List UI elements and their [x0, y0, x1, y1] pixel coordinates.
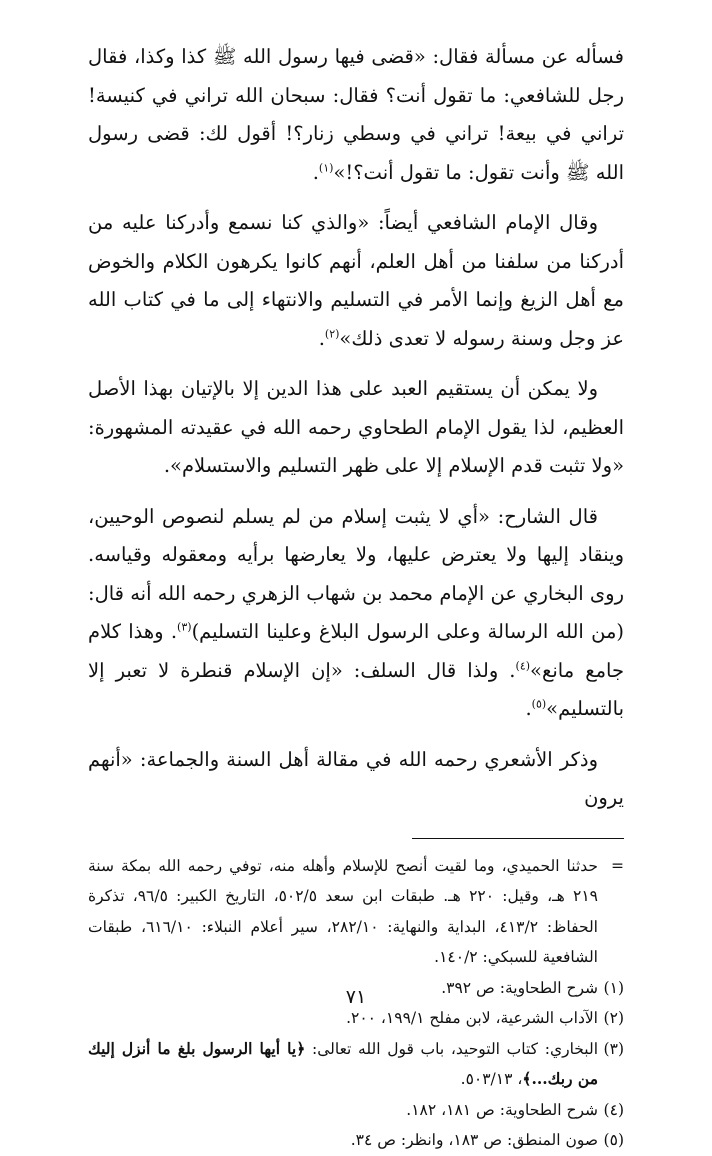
- footnote-mark: =: [611, 856, 624, 875]
- page-number: ٧١: [345, 986, 367, 1008]
- footnote-text: شرح الطحاوية: ص ١٨١، ١٨٢.: [406, 1100, 598, 1119]
- footnote-mark: (٤): [603, 1100, 624, 1119]
- footnote-ref-3[interactable]: (٣): [177, 620, 192, 634]
- paragraph-4: قال الشارح: «أي لا يثبت إسلام من لم يسلم لنصوص الوحيين، وينقاد إليها ولا يعترض عليها، ولا يعارضها برأيه ومعقوله وقياسه. روى البخاري عن الإمام محمد بن شهاب الزهري رحمه الله أنه قال: (من الله الرسالة وعلى الرسول البلاغ وعلينا التسليم)$^{(٣)}$. وهذا كلام جامع مانع»$^{(٤)}$. ولذا قال السلف: «إن الإسلام قنطرة لا تعبر إلا بالتسليم»$^{(٥)}$.: [88, 504, 625, 720]
- footnote-text: حدثنا الحميدي، وما لقيت أنصح للإسلام وأهله منه، توفي رحمه الله بمكة سنة ٢١٩ هـ، وقيل: ٢٢٠ هـ. طبقات ابن سعد ٥٠٢/٥، التاريخ الكبير: ٩٦/٥، تذكرة الحفاظ: ٤١٣/٢، البداية والنهاية: ٢٨٢/١٠، سير أعلام النبلاء: ٦١٦/١٠، طبقات الشافعية للسبكي: ١٤٠/٢.: [88, 856, 598, 966]
- footnote-text: الآداب الشرعية، لابن مفلح ١٩٩/١، ٢٠٠.: [346, 1009, 598, 1027]
- footnote-continuation: [88, 851, 624, 973]
- footnote-ref-4[interactable]: (٤): [515, 659, 531, 672]
- footnote-ref-1[interactable]: (١): [318, 161, 334, 174]
- paragraph-3: ولا يمكن أن يستقيم العبد على هذا الدين إلا بالإتيان بهذا الأصل العظيم، لذا يقول الإمام الطحاوي رحمه الله في عقيدته المشهورة: «ولا تثبت قدم الإسلام إلا على ظهر التسليم والاستسلام».: [88, 377, 624, 477]
- footnote-5: [88, 1125, 624, 1156]
- paragraph-5: وذكر الأشعري رحمه الله في مقالة أهل السنة والجماعة: «أنهم يرون: [88, 747, 624, 809]
- main-text: [88, 38, 624, 818]
- footnote-mark: (١): [603, 978, 624, 997]
- paragraph-2: وقال الإمام الشافعي أيضاً: «والذي كنا نسمع وأدركنا عليه من أدركنا من سلفنا من أهل العلم، أنهم كانوا يكرهون الكلام والخوض مع أهل الزيغ وإنما الأمر في التسليم والانتهاء إلى ما في كتاب الله عز وجل وسنة رسوله لا تعدى ذلك»$^{(٢)}$.: [88, 211, 624, 350]
- footnote-4: [88, 1095, 624, 1126]
- footnote-text: البخاري: كتاب التوحيد، باب قول الله تعالى: ﴿يا أيها الرسول بلغ ما أنزل إليك من ربك...﴾، ٥٠٣/١٣.: [88, 1038, 598, 1088]
- quran-quote: ﴿يا أيها الرسول بلغ ما أنزل إليك من ربك...﴾: [88, 1038, 598, 1088]
- footnote-ref-5[interactable]: (٥): [531, 697, 547, 711]
- footnote-ref-2[interactable]: (٢): [324, 327, 340, 340]
- footnote-mark: (٣): [603, 1039, 624, 1058]
- footnote-text: صون المنطق: ص ١٨٣، وانظر: ص ٣٤.: [350, 1131, 598, 1149]
- footnote-mark: (٥): [603, 1131, 624, 1149]
- footnote-text: شرح الطحاوية: ص ٣٩٢.: [441, 978, 598, 997]
- footnote-3: [88, 1034, 624, 1095]
- paragraph-1: فسأله عن مسألة فقال: «قضى فيها رسول الله ﷺ كذا وكذا، فقال رجل للشافعي: ما تقول أنت؟ فقال: سبحان الله تراني في كنيسة! تراني في بيعة! تراني في وسطي زنار؟! أقول لك: قضى رسول الله ﷺ وأنت تقول: ما تقول أنت؟!»$^{(١)}$.: [88, 45, 624, 184]
- footnote-divider: [412, 838, 624, 839]
- footnote-mark: (٢): [603, 1009, 624, 1027]
